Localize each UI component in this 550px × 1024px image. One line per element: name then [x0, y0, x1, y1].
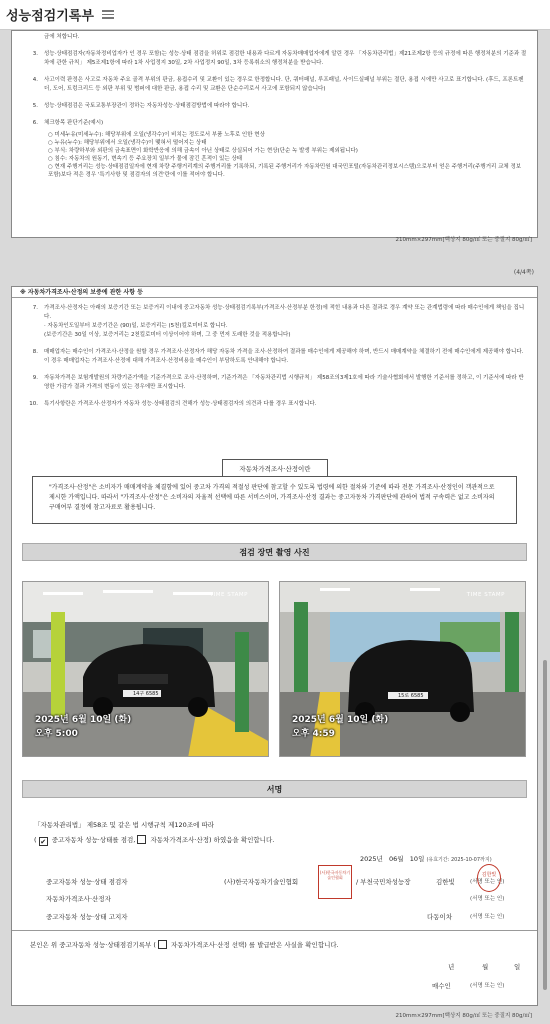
list-item: 7. 가격조사·산정자는 아래의 보증기간 또는 보증거리 이내에 중고자동차 성능·상태점검기록부(가격조사·산정부분 한정)에 적힌 내용과 다른 결과로 경우 계약 또는 관계법령에 따라 매수인에게 책임을 집니다. · 자동차인도일부터 보증기간은 (90)일, 보증거리는 (5천)킬로미터로 합니다. (보증기간은 30일 이상, 보증거리는 2천킬로미터 이상이어야 하며, 그 중 먼저 도래한 것을 적용합니다) [32, 305, 525, 338]
inspector-name: 김한빛 [436, 878, 455, 886]
photo-time: 오후 5:00 [35, 729, 78, 739]
issue-date: 2025년 06월 10일 (유효기간: 2025-10-07까지) [360, 855, 492, 863]
criteria-item: ○ 누유(누수): 해당부위에서 오일(냉각수)이 맺혀서 떨어지는 상태 [48, 140, 207, 146]
plate-number: 14구 6585 [133, 691, 159, 697]
timestamp-label: TIME STAMP [209, 592, 248, 598]
list-item: 3. 성능·상태점검자(자동차정비업자가 인 경우 포함)는 성능·상태 점검을 허위로 점검한 내용과 다르게 자동차매매업자에게 알린 경우 「자동차관리법」제21조제2항 등의 규정에 따른 행정처분의 기준과 절차에 관한 규칙」 제5조제1항에 따라 1차 사업정지 30일, 2차 사업정지 90일, 3차 등록취소의 행정처분을 받습니다. [32, 51, 527, 66]
inspection-photo-2 [279, 581, 526, 757]
photo-date: 2025년 6월 10일 (화) [35, 715, 132, 725]
sign-hint: (서명 또는 인) [470, 983, 505, 989]
check-line: ( ✔ 중고자동차 성능·상태를 점검, 자동차가격조사·산정) 하였음을 확인합니다. [34, 836, 275, 846]
year-label: 년 [448, 963, 455, 971]
price-survey-checkbox[interactable] [137, 835, 146, 844]
company-stamp: (사)한국자동차기술인협회 [318, 865, 352, 899]
timestamp-label: TIME STAMP [466, 592, 505, 598]
divider [12, 930, 537, 931]
buyer-confirmation: 본인은 위 중고자동차 성능·상태점검기록부 ( 자동차가격조사·산정 선택) 를 발급받은 사실을 확인합니다. [30, 941, 339, 949]
definition-box: "가격조사·산정"은 소비자가 매매계약을 체결함에 있어 중고차 가격의 적절성 판단에 참고할 수 있도록 법령에 의한 절차와 기준에 따라 전문 가격조사·산정인이 객관적으로 제시한 가액입니다. 따라서 "가격조사·산정"은 소비자의 자율적 선택에 따른 서비스이며, 가격조사·산정 결과는 중고자동차 가격판단에 관하여 법적 구속력은 없고 소비자의 구매여부 결정에 참고자료로 활용됩니다. [32, 476, 517, 524]
plate-number: 15로 6585 [398, 693, 424, 699]
menu-icon[interactable] [102, 10, 114, 19]
photo-date: 2025년 6월 10일 (화) [292, 715, 389, 725]
list-item: 금에 처합니다. [44, 34, 80, 40]
notifier-role: 중고자동차 성능·상태 고지자 [46, 913, 128, 921]
app-header [0, 0, 550, 30]
notice-list [18, 33, 528, 179]
photo-section-title: 점검 장면 촬영 사진 [22, 543, 527, 561]
warranty-list [18, 304, 528, 412]
law-reference: 「자동차관리법」 제58조 및 같은 법 시행규칙 제120조에 따라 [34, 821, 214, 829]
criteria-item: ○ 침수: 자동차의 원동기, 변속기 등 주요장치 일부가 물에 잠긴 흔적이 있는 상태 [48, 156, 243, 162]
notifier-name: 다동이차 [427, 913, 453, 921]
sign-hint: (서명 또는 인) [470, 914, 505, 920]
inspector-branch: / 부천국민차성능장 [356, 878, 411, 886]
buyer-label: 매수인 [432, 982, 451, 990]
sign-hint: (서명 또는 인) [470, 879, 505, 885]
inspector-role: 중고자동차 성능·상태 점검자 [46, 878, 128, 886]
day-label: 일 [514, 963, 521, 971]
list-item: 10. 특기사항란은 가격조사·산정자가 자동차 성능·상태점검의 견해가 성능·상태점검자의 의견과 다를 경우 표시합니다. [29, 401, 317, 407]
paper-spec: 210mm×297mm[백상지 80g/㎡ 또는 중질지 80g/㎡] [395, 237, 532, 243]
list-item: 6. 체크항목 판단기준(예시) [32, 120, 104, 126]
inspection-checkbox[interactable]: ✔ [40, 838, 47, 846]
inspector-seal: 김한빛 [477, 864, 501, 892]
list-item: 5. 성능·상태점검은 국토교통부장관이 정하는 자동차성능·상태점검방법에 따라야 합니다. [32, 103, 250, 109]
month-label: 월 [482, 963, 489, 971]
document-page-3 [11, 30, 538, 238]
sign-hint: (서명 또는 인) [470, 896, 505, 902]
criteria-item: ○ 미세누유(미세누수): 해당부위에 오일(냉각수)이 비치는 정도로서 부품 노후로 인한 현상 [48, 132, 265, 138]
definition-title: 자동차가격조사·산정이란 [222, 459, 328, 477]
document-page-4 [11, 286, 538, 1006]
divider [12, 297, 537, 298]
section-title: ※ 자동차가격조사·산정의 보증에 관한 사항 등 [20, 289, 143, 296]
photo-time: 오후 4:59 [292, 729, 335, 739]
list-item: 4. 사고이력 판정은 사고로 자동차 주요 골격 부위의 판금, 용접수리 및 교환이 있는 경우로 한정합니다. 단, 쿼터패널, 루프패널, 사이드실패널 부위는 절단, 용접 시에만 사고로 표기합니다. (후드, 프론트펜더, 도어, 트렁크리드 등 외판 부위 및 범퍼에 대한 판금, 용접 수리 및 교환은 단순수리로서 사고에 포함되지 않습니다) [32, 77, 524, 92]
signature-section-title: 서명 [22, 780, 527, 798]
scrollbar-thumb[interactable] [543, 660, 547, 990]
price-survey-select-checkbox[interactable] [158, 940, 167, 949]
inspection-photo-1 [22, 581, 269, 757]
criteria-item: ○ 부식: 차량하부와 외판의 금속표면이 화학반응에 의해 금속이 아닌 상태로 상실되어 가는 현상(단순 녹 발생 부위는 제외됩니다) [48, 148, 358, 154]
list-item: 8. 매매업자는 매수인이 가격조사·산정을 원할 경우 가격조사·산정자가 해당 자동차 가격을 조사·산정하여 결과를 매수인에게 제공해야 하며, 반드시 매매계약을 체결하기 전에 매수인에게 제공해야 합니다. 이 경우 매매업자는 가격조사·산정에 대해 가격조사·산정비용을 매수인이 부담하도록 안내해야 합니다. [32, 349, 524, 364]
criteria-item: ○ 현재 주행거리는 성능·상태점검일자에 현재 차량 주행거리계의 주행거리를 기록하되, 기록된 주행거리가 자동차민원 대국민포털(자동차관리정보시스템)으로부터 얻은 주행거리(주행거리 교체 정보 포함)보다 적은 경우 '특기사항 및 점검자의 의견'란에 이를 적어야 합니다. [48, 164, 522, 178]
list-item: 9. 자동차가격은 보험개발원의 차량기준가액을 기준가격으로 조사·산정하며, 기준가격은 「자동차관리법 시행규칙」 제58조의3제1호에 따라 기술사협회에서 발행한 기준서를 정하고, 이 기준서에 따라 반영한 가감가 결과 가격의 변동이 있는 경우에만 표시합니다. [32, 375, 524, 390]
app-title: 성능점검기록부 [6, 9, 94, 24]
inspector-company: (사)한국자동차기술인협회 [224, 878, 299, 886]
price-surveyor-role: 자동차가격조사·산정자 [46, 895, 111, 903]
page-number: (4/4쪽) [513, 269, 534, 276]
paper-spec: 210mm×297mm[백상지 80g/㎡ 또는 중질지 80g/㎡] [395, 1013, 532, 1019]
